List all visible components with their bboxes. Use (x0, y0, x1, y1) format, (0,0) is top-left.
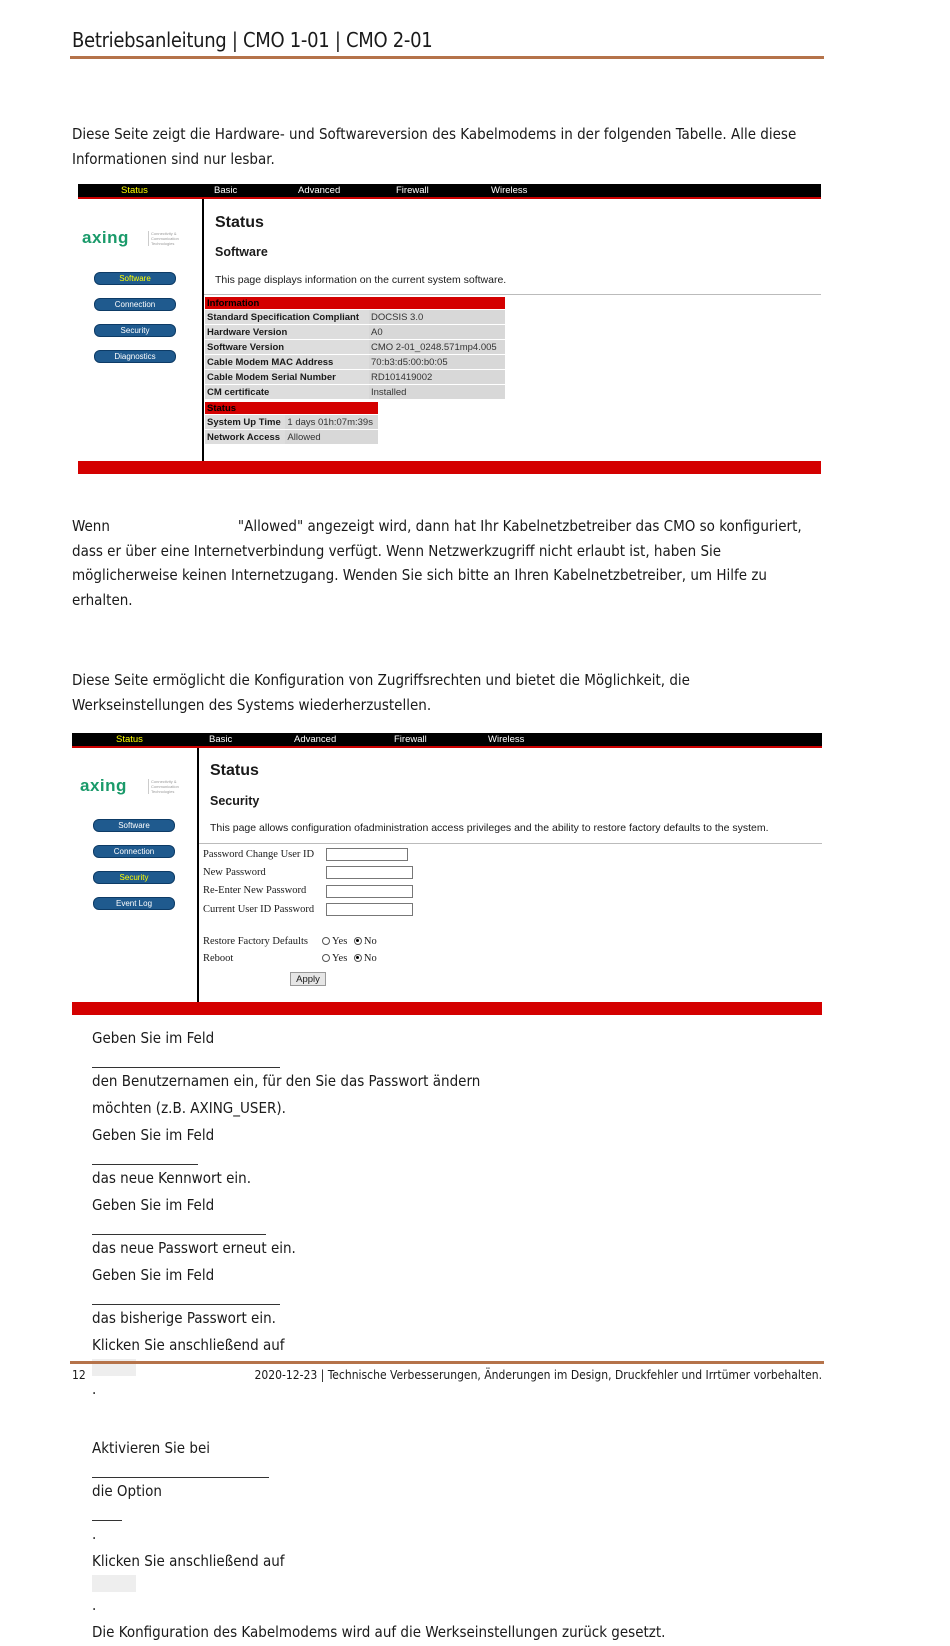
field-label-new-password: New Password (203, 867, 266, 878)
footer-note: 2020-12-23 | Technische Verbesserungen, Änderungen im Design, Druckfehler und Irrtümer vorbehalten. (254, 1368, 822, 1382)
instruction-line: Die Konfiguration des Kabelmodems wird auf die Werkseinstellungen zurück gesetzt. (92, 1623, 666, 1641)
header-rule (70, 56, 824, 59)
page-description: This page allows configuration ofadministration access privileges and the ability to restore factory defaults to the system. (210, 822, 769, 834)
paragraph-line: Diese Seite ermöglicht die Konfiguration von Zugriffsrechten und bietet die Möglichkeit, die (72, 671, 690, 689)
table-row: Software Version CMO 2-01_0248.571mp4.005 (205, 340, 505, 355)
instructions-block (92, 1025, 852, 1646)
security-status-screenshot (72, 733, 822, 1015)
paragraph-line: Diese Seite zeigt die Hardware- und Softwareversion des Kabelmodems in der folgenden Tabelle. Alle diese (72, 125, 797, 143)
reboot-no-radio[interactable] (354, 954, 362, 962)
nav-wireless[interactable]: Wireless (491, 185, 528, 196)
status-table (205, 402, 378, 445)
page-title: Status (215, 214, 264, 231)
restore-no-radio[interactable] (354, 937, 362, 945)
restore-factory-defaults-label: Restore Factory Defaults (203, 936, 308, 947)
restore-radio-group: Yes No (322, 936, 377, 947)
instruction-line: Geben Sie im Feld das neue Kennwort ein. (92, 1126, 251, 1187)
divider (204, 294, 821, 295)
nav-status[interactable]: Status (121, 185, 148, 196)
instruction-line: Klicken Sie anschließend auf . (92, 1552, 285, 1614)
page-subtitle: Software (215, 245, 268, 259)
menu-security[interactable]: Security (93, 871, 175, 884)
table-row: Network Access Allowed (205, 430, 378, 445)
instruction-line: Klicken Sie anschließend auf . (92, 1336, 285, 1398)
logo-tagline: Connectivity & Communication Technologies (148, 231, 183, 246)
restore-yes-radio[interactable] (322, 937, 330, 945)
table-row: CM certificate Installed (205, 385, 505, 400)
left-menu (78, 199, 204, 461)
instruction-line: Geben Sie im Feld das bisherige Passwort ein. (92, 1262, 852, 1332)
logo-tagline: Connectivity & Communication Technologies (148, 779, 183, 794)
current-password-input[interactable] (326, 903, 413, 916)
menu-security[interactable]: Security (94, 324, 176, 337)
paragraph-line: erhalten. (72, 590, 133, 609)
top-nav-bar (72, 733, 822, 748)
axing-logo: axing (82, 228, 129, 247)
info-table (205, 297, 505, 400)
instruction-line: Geben Sie im Feld das neue Passwort erneut ein. (92, 1196, 296, 1257)
table-row: Cable Modem Serial Number RD101419002 (205, 370, 505, 385)
software-status-screenshot (78, 184, 821, 474)
menu-software[interactable]: Software (94, 272, 176, 285)
spacer (92, 1403, 852, 1435)
nav-basic[interactable]: Basic (214, 185, 238, 196)
password-change-user-id-input[interactable] (326, 848, 408, 861)
instruction-line: möchten (z.B. AXING_USER). (92, 1099, 286, 1117)
paragraph-line: dass er über eine Internetverbindung verfügt. Wenn Netzwerkzugriff nicht erlaubt ist, haben Sie (72, 541, 722, 560)
paragraph-line: Werkseinstellungen des Systems wiederherzustellen. (72, 695, 432, 714)
intro-software-paragraph (72, 122, 832, 171)
nav-basic[interactable]: Basic (209, 734, 233, 745)
top-nav-bar (78, 184, 821, 199)
intro-security-paragraph (72, 668, 832, 717)
reenter-password-input[interactable] (326, 885, 413, 898)
page-title: Status (210, 762, 259, 779)
instruction-line: Geben Sie im Feld den Benutzernamen ein, für den Sie das Passwort ändern (92, 1029, 481, 1090)
reboot-radio-group: Yes No (322, 953, 377, 964)
info-table-header: Information (205, 297, 505, 310)
footer-rule (70, 1361, 824, 1364)
menu-connection[interactable]: Connection (93, 845, 175, 858)
menu-connection[interactable]: Connection (94, 298, 176, 311)
axing-logo: axing (80, 776, 127, 795)
footer-red-bar (78, 461, 821, 474)
menu-event-log[interactable]: Event Log (93, 897, 175, 910)
network-access-paragraph (72, 514, 832, 612)
nav-firewall[interactable]: Firewall (394, 734, 427, 745)
apply-button[interactable]: Apply (290, 972, 326, 986)
document-header-title: Betriebsanleitung | CMO 1-01 | CMO 2-01 (72, 28, 433, 52)
field-label-user-id: Password Change User ID (203, 849, 315, 860)
table-row: System Up Time 1 days 01h:07m:39s (205, 415, 378, 430)
nav-advanced[interactable]: Advanced (294, 734, 337, 745)
page-description: This page displays information on the current system software. (215, 274, 507, 286)
table-row: Standard Specification Compliant DOCSIS 3.0 (205, 310, 505, 325)
new-password-input[interactable] (326, 866, 413, 879)
paragraph-line: Wenn "Allowed" angezeigt wird, dann hat Ihr Kabelnetzbetreiber das CMO so konfiguriert, (72, 517, 802, 535)
paragraph-line: Informationen sind nur lesbar. (72, 149, 275, 168)
nav-advanced[interactable]: Advanced (298, 185, 341, 196)
status-table-header: Status (205, 402, 378, 415)
field-label-current-password: Current User ID Password (203, 904, 315, 915)
paragraph-line: möglicherweise keinen Internetzugang. Wenden Sie sich bitte an Ihren Kabelnetzbetreiber, um Hilfe zu (72, 566, 767, 584)
nav-status[interactable]: Status (116, 734, 143, 745)
table-row: Cable Modem MAC Address 70:b3:d5:00:b0:05 (205, 355, 505, 370)
reboot-yes-radio[interactable] (322, 954, 330, 962)
table-row: Hardware Version A0 (205, 325, 505, 340)
nav-wireless[interactable]: Wireless (488, 734, 525, 745)
field-label-reenter-password: Re-Enter New Password (203, 885, 307, 896)
reboot-label: Reboot (203, 953, 234, 964)
divider (199, 843, 822, 844)
menu-diagnostics[interactable]: Diagnostics (94, 350, 176, 363)
page-number: 12 (72, 1368, 86, 1382)
left-menu (72, 748, 199, 1002)
instruction-line: Aktivieren Sie bei die Option . (92, 1435, 852, 1548)
nav-firewall[interactable]: Firewall (396, 185, 429, 196)
footer-red-bar (72, 1002, 822, 1015)
menu-software[interactable]: Software (93, 819, 175, 832)
page-subtitle: Security (210, 794, 260, 808)
